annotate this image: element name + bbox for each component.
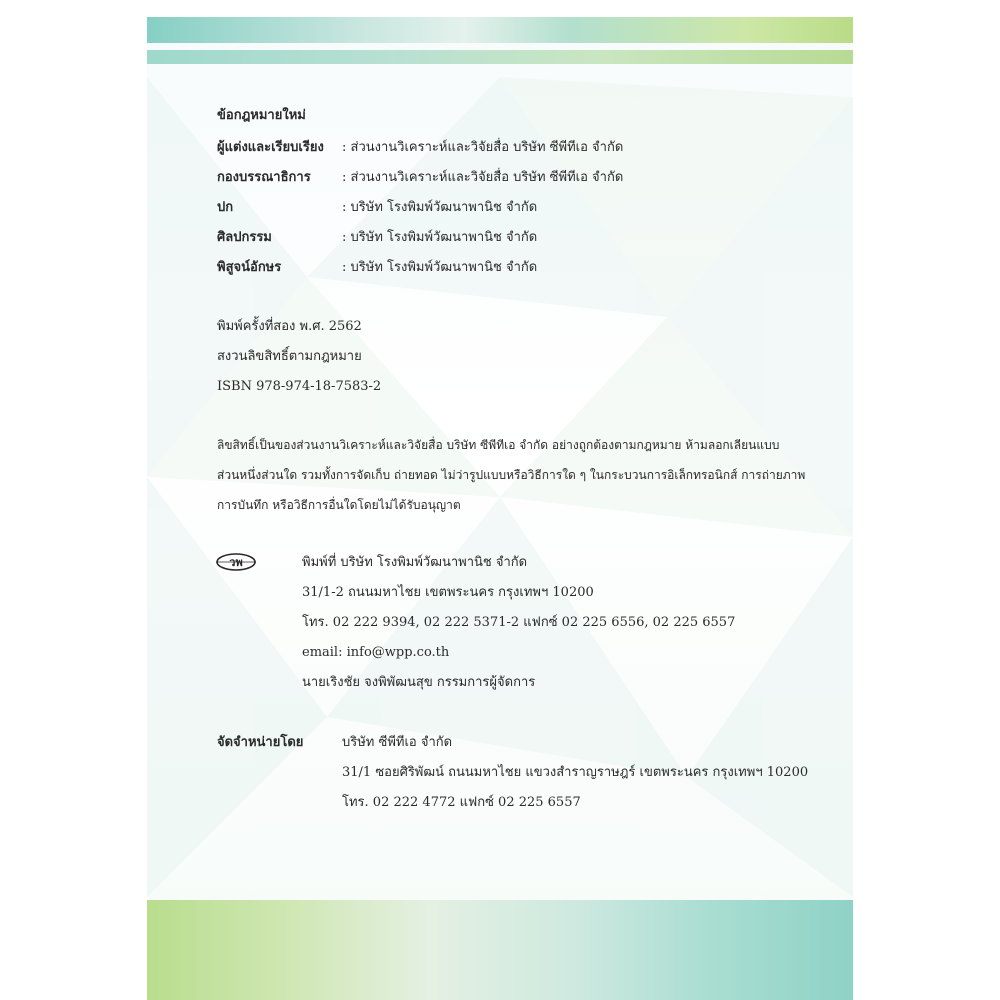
isbn: ISBN 978-974-18-7583-2 [217,379,382,394]
imprint-content [147,17,853,1000]
printing-edition: พิมพ์ครั้งที่สอง พ.ศ. 2562 [217,319,362,334]
distributor-line: 31/1 ซอยศิริพัฒน์ ถนนมหาไชย แขวงสำราญราษฎร์ เขตพระนคร กรุงเทพฯ 10200 [342,765,809,780]
credit-value: : บริษัท โรงพิมพ์วัฒนาพานิช จำกัด [342,260,538,275]
credit-label: ผู้แต่งและเรียบเรียง [217,140,324,155]
copyright-line: ส่วนหนึ่งส่วนใด รวมทั้งการจัดเก็บ ถ่ายทอด ไม่ว่ารูปแบบหรือวิธีการใด ๆ ในกระบวนการอิเล็กทรอนิกส์ การถ่ายภาพ [217,468,806,482]
printer-line: 31/1-2 ถนนมหาไชย เขตพระนคร กรุงเทพฯ 10200 [302,585,594,600]
distributor-line: บริษัท ซีพีทีเอ จำกัด [342,735,453,750]
credit-value: : บริษัท โรงพิมพ์วัฒนาพานิช จำกัด [342,230,538,245]
credit-value: : ส่วนงานวิเคราะห์และวิจัยสื่อ บริษัท ซีพีทีเอ จำกัด [342,140,624,155]
credit-value: : บริษัท โรงพิมพ์วัฒนาพานิช จำกัด [342,200,538,215]
credit-label: ปก [217,200,234,215]
printer-email: email: info@wpp.co.th [302,645,450,660]
distributor-line: โทร. 02 222 4772 แฟกซ์ 02 225 6557 [342,795,581,810]
rights-reserved: สงวนลิขสิทธิ์ตามกฎหมาย [217,349,362,364]
printer-line: พิมพ์ที่ บริษัท โรงพิมพ์วัฒนาพานิช จำกัด [302,555,528,570]
credit-value: : ส่วนงานวิเคราะห์และวิจัยสื่อ บริษัท ซีพีทีเอ จำกัด [342,170,624,185]
printer-logo [216,553,256,571]
copyright-line: ลิขสิทธิ์เป็นของส่วนงานวิเคราะห์และวิจัยสื่อ บริษัท ซีพีทีเอ จำกัด อย่างถูกต้องตามกฎหมาย ห้ามลอกเลียนแบบ [217,438,780,452]
copyright-line: การบันทึก หรือวิธีการอื่นใดโดยไม่ได้รับอนุญาต [217,498,461,512]
credit-label: กองบรรณาธิการ [217,170,311,185]
printer-logo-text: วพ [229,556,243,569]
printer-line: โทร. 02 222 9394, 02 222 5371-2 แฟกซ์ 02 225 6556, 02 225 6557 [302,615,736,630]
book-page [147,17,853,1000]
section-heading: ข้อกฎหมายใหม่ [217,108,306,123]
credit-label: ศิลปกรรม [217,230,272,245]
credit-label: พิสูจน์อักษร [217,260,282,275]
distributor-label: จัดจำหน่ายโดย [217,735,304,750]
printer-line: นายเริงชัย จงพิพัฒนสุข กรรมการผู้จัดการ [302,675,536,690]
